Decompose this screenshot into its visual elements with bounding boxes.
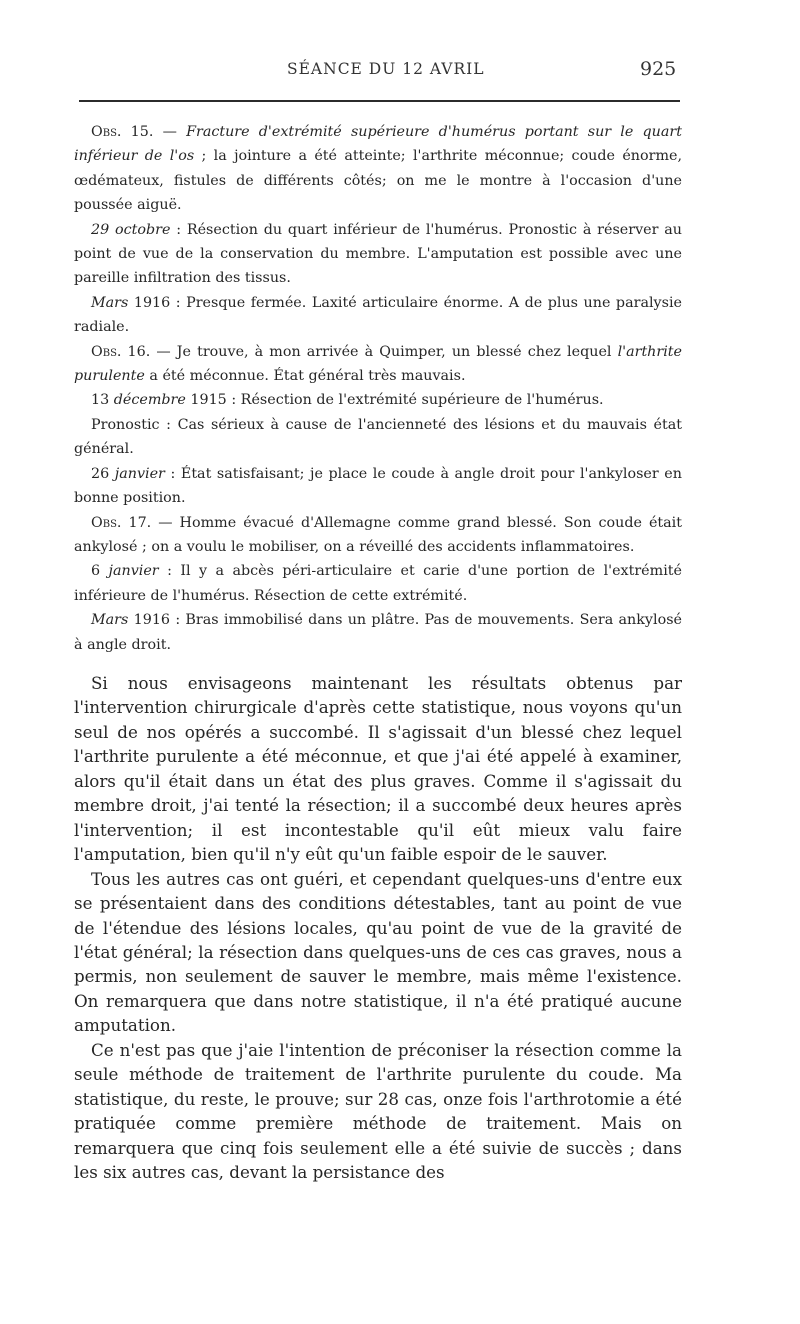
entry-date: décembre (113, 392, 186, 409)
observation-entry (74, 413, 682, 462)
entry-date: janvier (108, 563, 159, 580)
observation-text: ; la jointure a été atteinte; l'arthrite méconnue; coude énorme, œdémateux, fistules de différents côtés; on me le montre à l'occasion d'une poussée aiguë. (74, 148, 683, 214)
observations-section (74, 120, 682, 657)
body-paragraph: Si nous envisageons maintenant les résultats obtenus par l'intervention chirurgicale d'après cette statistique, nous voyons qu'un seul de nos opérés a succombé. Il s'agissait d'un blessé chez lequel l'arthrite purulente a été méconnue, et que j'ai été appelé à examiner, alors qu'il était dans un état des plus graves. Comme il s'agissait du membre droit, j'ai tenté la résection; il a succombé deux heures après l'intervention; il est incontestable qu'il eût mieux valu faire l'amputation, bien qu'il n'y eût qu'un faible espoir de le sauver. (74, 673, 682, 865)
entry-date: Mars (91, 612, 129, 629)
body-section (74, 671, 682, 1185)
entry-date: janvier (114, 465, 165, 482)
entry-text: : Il y a abcès péri-articulaire et carie d'une portion de l'extrémité inférieure de l'humérus. Résection de cette extrémité. (74, 563, 682, 604)
observation-entry (74, 462, 682, 511)
observation-text: — Homme évacué d'Allemagne comme grand blessé. Son coude était ankylosé ; on a voulu le mobiliser, on a réveillé des accidents inflammatoires. (74, 514, 682, 555)
observation-entry (74, 291, 682, 340)
observation-emphasis: l'arthrite purulente (74, 343, 683, 385)
observation-16 (74, 340, 682, 389)
entry-text: Pronostic : Cas sérieux à cause de l'ancienneté des lésions et du mauvais état général. (74, 416, 682, 458)
entry-text: : État satisfaisant; je place le coude à angle droit pour l'ankyloser en bonne position. (74, 465, 682, 507)
entry-text: 1916 : Presque fermée. Laxité articulaire énorme. A de plus une paralysie radiale. (74, 294, 682, 336)
dash: — (153, 124, 187, 140)
entry-date: Mars (91, 294, 129, 311)
entry-date: 29 octobre (91, 221, 171, 238)
entry-text: : Résection du quart inférieur de l'humérus. Pronostic à réserver au point de vue de la conservation du membre. L'amputation est possible avec une pareille infiltration des tissus. (74, 221, 682, 287)
observation-entry (74, 559, 682, 608)
entry-prefix: 6 (91, 563, 109, 580)
observation-17 (74, 511, 682, 560)
observation-entry (74, 608, 682, 657)
observation-intro: — Je trouve, à mon arrivée à Quimper, un blessé chez lequel (150, 343, 618, 360)
observation-text: a été méconnue. État général très mauvais. (144, 368, 466, 385)
entry-text: 1916 : Bras immobilisé dans un plâtre. Pas de mouvements. Sera ankylosé à angle droit. (74, 612, 682, 653)
observation-label: Obs. 16. (91, 343, 151, 360)
observation-title: Fracture d'extrémité supérieure d'humérus portant sur le quart inférieur de l'os (74, 124, 682, 165)
observation-label: Obs. 17. (91, 514, 152, 531)
body-paragraph: Ce n'est pas que j'aie l'intention de préconiser la résection comme la seule méthode de traitement de l'arthrite purulente du coude. Ma statistique, du reste, le prouve; sur 28 cas, onze fois l'arthrotomie a été pratiquée comme première méthode de traitement. Mais on remarquera que cinq fois seulement elle a été suivie de succès ; dans les six autres cas, devant la persistance des (74, 1039, 682, 1183)
body-paragraph: Tous les autres cas ont guéri, et cependant quelques-uns d'entre eux se présentaient dans des conditions détestables, tant au point de vue de l'étendue des lésions locales, qu'au point de vue de la gravité de l'état général; la résection dans quelques-uns de ces cas graves, nous a permis, non seulement de sauver le membre, mais même l'existence. On remarquera que dans notre statistique, il n'a été pratiqué aucune amputation. (74, 868, 682, 1036)
running-title: SÉANCE DU 12 AVRIL (287, 60, 485, 78)
observation-label: Obs. 15. (91, 124, 154, 140)
page-number: 925 (640, 58, 677, 80)
entry-prefix: 26 (91, 465, 115, 482)
observation-15 (74, 120, 682, 218)
entry-text: 1915 : Résection de l'extrémité supérieure de l'humérus. (185, 392, 604, 409)
observation-entry (74, 388, 682, 412)
entry-prefix: 13 (91, 392, 114, 409)
page-header (0, 58, 800, 84)
observation-entry (74, 218, 682, 291)
header-rule (79, 100, 680, 102)
